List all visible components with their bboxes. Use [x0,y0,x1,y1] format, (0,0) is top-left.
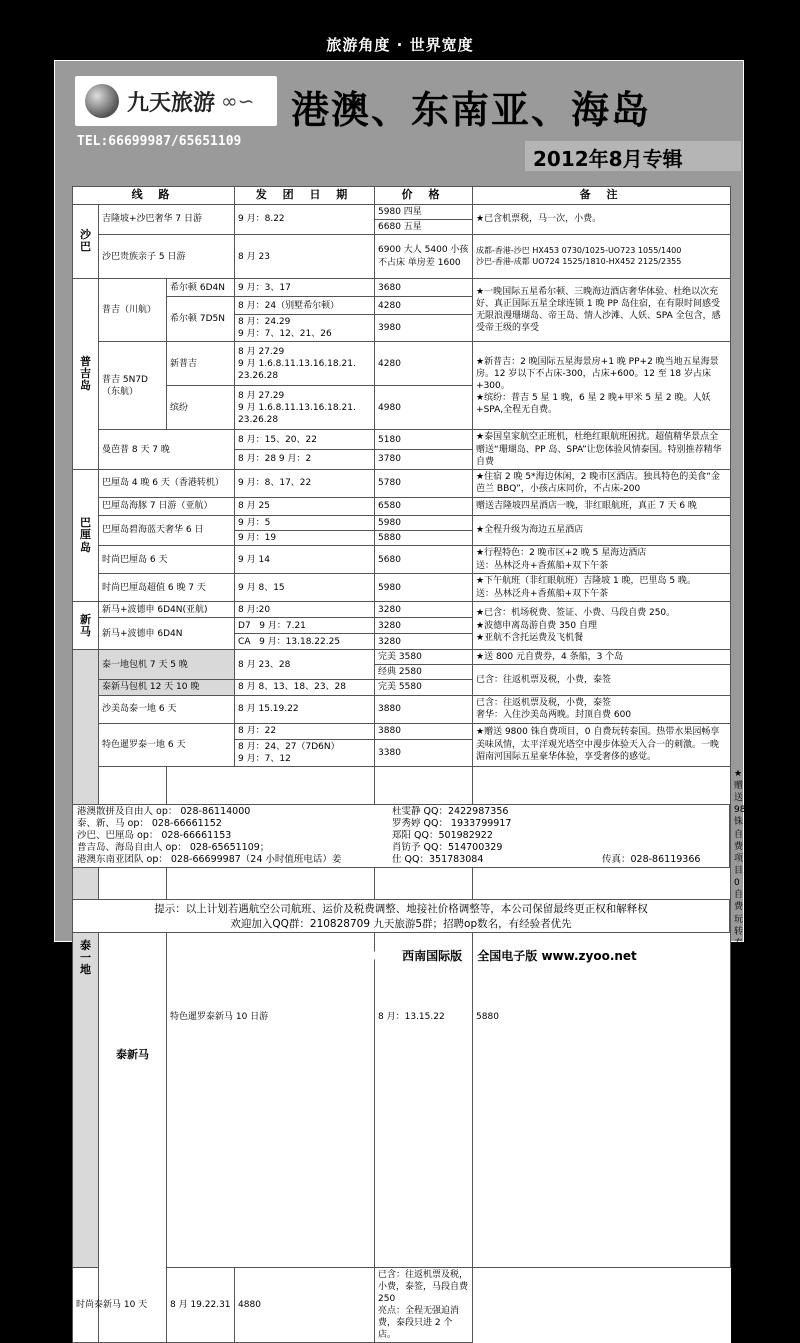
price-cell: 6680 五星 [375,219,473,234]
date-cell: 9 月 8、15 [235,574,375,602]
contact-qq: 肖钫予 QQ：514700329 [392,842,503,853]
price-cell: 5780 [375,469,473,497]
note-cell: 赠送吉隆坡四星酒店一晚，非红眼航班，真正 7 天 6 晚 [473,497,731,515]
price-cell: 5880 [473,766,731,1267]
date-cell: 8 月：24、27（7D6N） 9 月：7、12 [235,739,375,766]
route-cell: 普吉 5N7D（东航） [99,342,167,430]
sub-route-cell: 希尔顿 6D4N [167,279,235,297]
region-cell: 普吉岛 [73,279,99,470]
table-row [73,430,731,450]
date-cell: 8 月 8、13、18、23、28 [235,680,375,695]
region-cell: 巴厘岛 [73,469,99,601]
route-cell: 特色暹罗泰新马 10 日游 [167,766,375,1267]
header-note: 备 注 [473,187,731,205]
contact-op: 港澳东南亚团队 op： 028-66699987（24 小时值班电话）姜 [77,854,342,865]
date-cell [235,618,375,634]
date-cell: 8 月 19.22.31 [167,1267,235,1343]
date-cell: 9 月：8、17、22 [235,469,375,497]
date-cell: 8 月 27.29 9 月 1.6.8.11.13.16.18.21. 23.26.28 [235,342,375,386]
table-row [73,602,731,618]
note-cell: ★一晚国际五星希尔顿、三晚海边酒店奢华体验、杜绝以次充好、真正国际五星全球连锁 1 晚 PP 岛住宿，在有限时间感受无限浪漫珊瑚岛、帝王岛、情人沙滩、人妖、SPA 全包含，感受帝王级的享受 [473,279,731,342]
note-cell: ★泰国皇家航空正班机，杜绝红眼航班困扰。超值精华景点全赠送“珊瑚岛、PP 岛、SPA”让您体验风情泰国。特别推荐精华自费 [473,430,731,469]
price-cell: 5980 [375,574,473,602]
date-text: 9 月：7.21 [259,620,306,631]
route-cell: 时尚泰新马 10 天 [73,1267,167,1343]
date-cell: 9 月：8.22 [235,204,375,234]
route-cell: 新马+波德申 6D4N [99,618,235,650]
date-text: 9 月：13.18.22.25 [259,636,341,647]
price-cell: 3880 [375,695,473,723]
contact-row [77,842,725,854]
note-cell: ★赠送 9800 铢自费项目，0 自费玩转泰国。热带水果园畅享美味风情，太平洋观光塔空中漫步体验天入合一的刺激。一晚湄南河国际五星豪华体验，享受奢侈的感觉。 [473,723,731,766]
price-cell: 3280 [375,634,473,650]
price-cell: 4280 [375,342,473,386]
date-cell: 8 月 15.19.22 [235,695,375,723]
route-cell: 泰一地包机 7 天 5 晚 [99,650,235,680]
date-cell: 8 月 27.29 9 月 1.6.8.11.13.16.18.21. 23.26.28 [235,386,375,430]
date-cell: 8 月：24.29 9 月：7、12、21、26 [235,315,375,342]
price-cell: 5680 [375,546,473,574]
header-route: 线 路 [73,187,235,205]
note-cell: ★已含机票税，马一次，小费。 [473,204,731,234]
note-cell: 已含：往返机票及税，小费，泰签 [473,665,731,695]
note-cell: 成都-香港-沙巴 HX453 0730/1025-UO723 1055/1400 沙巴-香港-成都 UO724 1525/1810-HX452 2125/2355 [473,235,731,279]
note-cell: 已含：往返机票及税，小费，泰签，马段自费 250 亮点：全程无强迫消费，泰段只进 2 个店。 [375,1267,473,1343]
footer-page: 09 [372,949,389,963]
contact-op: 普吉岛、海岛自由人 op： 028-65651109； [77,842,270,853]
route-cell: 泰新马包机 12 天 10 晚 [99,680,235,695]
table-row [73,574,731,602]
table-row [73,546,731,574]
price-cell: 5180 [375,430,473,450]
note-cell: ★全程升级为海边五星酒店 [473,515,731,545]
route-cell: 新马+波德申 6D4N(亚航) [99,602,235,618]
table-row [73,204,731,219]
route-cell: 沙美岛泰一地 6 天 [99,695,235,723]
price-cell: 3380 [375,739,473,766]
issue-title: 2012年8月专辑 [533,147,683,171]
contact-qq: 杜雯静 QQ：2422987356 [392,806,509,817]
table-header-row [73,187,731,205]
table-row [73,497,731,515]
swirl-ornament-icon: ∞∽ [221,89,255,113]
price-cell: 3280 [375,618,473,634]
table-row: 泰新马 特色暹罗泰新马 10 日游 8 月：13.15.22 5880 ★赠送 9800 铢自费项目，0 自费玩转泰国。杜拉拉四合水上市场感受苋蓉生活，五条船真正玩转暹罗国。 [73,766,731,1267]
price-cell: 5980 [375,515,473,530]
price-cell: 3780 [375,450,473,470]
contact-op: 泰、新、马 op： 028-66661152 [77,818,222,829]
route-cell: 沙巴贵族亲子 5 日游 [99,235,235,279]
route-cell: 曼芭普 8 天 7 晚 [99,430,235,469]
flight-tag: CA [238,636,251,647]
date-cell: 8 月 25 [235,497,375,515]
table-row [73,515,731,530]
note-cell: ★送 800 元自费券，4 条船，3 个岛 [473,650,731,665]
price-cell: 5880 [375,530,473,545]
date-cell: 8 月：15、20、22 [235,430,375,450]
table-row [73,469,731,497]
table-row [73,279,731,297]
route-cell: 吉隆坡+沙巴奢华 7 日游 [99,204,235,234]
price-cell: 6580 [375,497,473,515]
sub-route-cell: 新普吉 [167,342,235,386]
table-row [73,723,731,739]
price-cell: 4280 [375,297,473,315]
route-cell: 普吉（川航） [99,279,167,342]
route-cell: 时尚巴厘岛超值 6 晚 7 天 [99,574,235,602]
price-cell: 3980 [375,315,473,342]
region-cell: 沙巴 [73,204,99,278]
date-cell: 8 月：13.15.22 [375,766,473,1267]
contact-extra [602,842,725,854]
price-cell: 6900 大人 5400 小孩不占床 单房差 1600 [375,235,473,279]
footer-section: 蓝版前章 [320,949,369,963]
date-cell: 8 月:20 [235,602,375,618]
date-cell: 8 月：24（别墅希尔顿） [235,297,375,315]
note-cell: ★下午航班（非红眼航班）吉隆坡 1 晚，巴里岛 5 晚。 送：丛林泛舟+香蕉船+双下午茶 [473,574,731,602]
note-cell: 已含：往返机票及税，小费，泰签 奢华：入住沙美岛两晚。封顶自费 600 [473,695,731,723]
date-cell: 8 月：28 9 月：2 [235,450,375,470]
price-cell: 3680 [375,279,473,297]
region-cell: 泰一地 [73,650,99,1267]
sub-route-cell: 缤纷 [167,386,235,430]
brand-name: 九天旅游 [127,90,216,116]
contact-row [77,806,725,818]
contact-row [77,830,725,842]
contact-extra [602,830,725,842]
top-slogan: 旅游角度 · 世界宽度 [326,36,474,54]
footer-site: 全国电子版 www.zyoo.net [473,947,641,964]
date-cell: 9 月：5 [235,515,375,530]
region-cell: 泰新马 [99,766,167,1343]
date-cell: 8 月 23、28 [235,650,375,680]
table-row [73,1267,731,1343]
price-cell: 完美 3580 [375,650,473,665]
contact-op: 港澳散拼及自由人 op： 028-86114000 [77,806,251,817]
price-cell: 3280 [375,602,473,618]
contact-row [77,854,725,866]
table-row [73,695,731,723]
header-date: 发 团 日 期 [235,187,375,205]
note-cell: ★住宿 2 晚 5*海边休闲，2 晚市区酒店。独具特色的美食“金芭兰 BBQ”，小孩占床同价，不占床-200 [473,469,731,497]
brand-tel: TEL:66699987/65651109 [77,134,242,149]
route-cell: 巴厘岛海豚 7 日游（亚航） [99,497,235,515]
price-cell: 完美 5580 [375,680,473,695]
headline: 港澳、东南亚、海岛 [291,88,652,132]
table-row [73,650,731,665]
route-cell: 巴厘岛碧海蓝天奢华 6 日 [99,515,235,545]
table-row [73,235,731,279]
note-cell: ★已含：机场税费、签证、小费、马段自费 250。 ★波德申离岛游自费 350 自理 ★亚航不含托运费及飞机餐 [473,602,731,650]
route-cell: 时尚巴厘岛 6 天 [99,546,235,574]
date-cell: 8 月 23 [235,235,375,279]
note-cell: ★行程特色：2 晚市区+2 晚 5 星海边酒店 送：丛林泛舟+香蕉船+双下午茶 [473,546,731,574]
note-cell: ★新普吉：2 晚国际五星海景房+1 晚 PP+2 晚当地五星海景房。12 岁以下不占床-300，占床+600。12 至 18 岁占床+300。 ★缤纷：普吉 5 星 1 晚，6 星 2 晚+甲米 5 星 2 晚。人妖+SPA,全程无自费。 [473,342,731,430]
schedule-table [72,186,757,1343]
contact-qq: 罗秀婷 QQ： 1933799917 [392,818,512,829]
contact-fax: 传真：028-86119366 [602,854,701,865]
date-cell: 8 月：22 [235,723,375,739]
brand-logo [75,76,277,126]
contacts-block [72,804,730,868]
route-cell: 特色暹罗泰一地 6 天 [99,723,235,766]
price-cell: 经典 2580 [375,665,473,680]
date-cell: 9 月：3、17 [235,279,375,297]
table-row [73,342,731,386]
price-cell: 4980 [375,386,473,430]
date-cell: 9 月 14 [235,546,375,574]
region-cell: 新马 [73,602,99,650]
sub-route-cell: 希尔顿 7D5N [167,297,235,342]
globe-icon [85,84,119,118]
contact-qq: 仕 QQ：351783084 [392,854,484,865]
contact-op: 沙巴、巴厘岛 op： 028-66661153 [77,830,232,841]
price-cell: 5980 四星 [375,204,473,219]
notice-line-1: 提示：以上计划若遇航空公司航班、运价及税费调整、地接社价格调整等，本公司保留最终更正权和解释权 [154,903,648,915]
contact-qq: 郑阳 QQ：501982922 [392,830,493,841]
page-footer [320,946,641,965]
contact-extra [602,806,725,818]
date-cell: 9 月：19 [235,530,375,545]
price-cell: 4880 [235,1267,375,1343]
date-cell [235,634,375,650]
flight-tag: D7 [238,620,251,631]
contact-row [77,818,725,830]
notice-block [72,899,730,933]
header-price: 价 格 [375,187,473,205]
notice-line-2: 欢迎加入QQ群：210828709 九天旅游5群；招聘op数名，有经验者优先 [230,918,572,930]
route-cell: 巴厘岛 4 晚 6 天（香港转机） [99,469,235,497]
contact-extra [602,818,725,830]
footer-edition: 西南国际版 [397,946,467,965]
price-cell: 3880 [375,723,473,739]
